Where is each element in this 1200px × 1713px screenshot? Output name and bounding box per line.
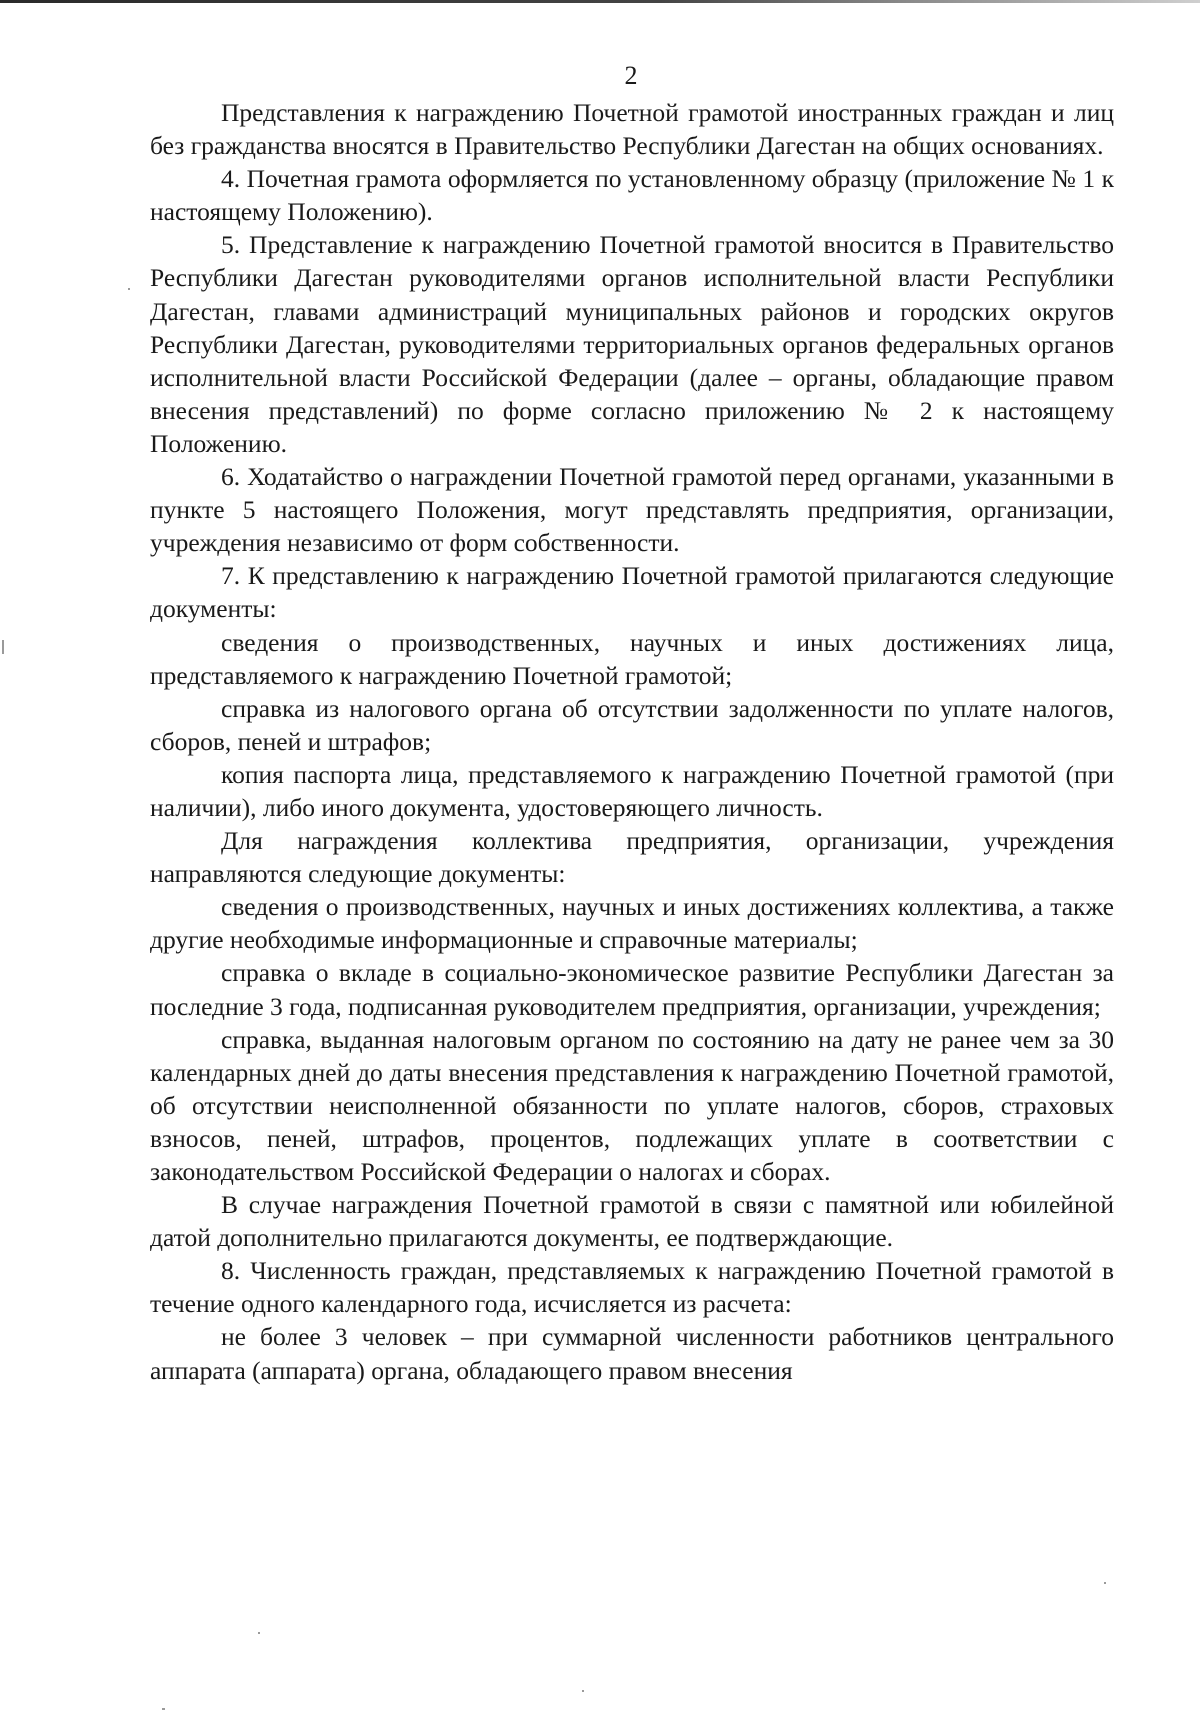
scan-speck: [1104, 1582, 1106, 1584]
paragraph-achievements-collective: сведения о производственных, научных и иных достижениях коллектива, а также другие необходимые информационные и справочные материалы;: [150, 892, 1114, 955]
scan-speck: [258, 1632, 260, 1634]
scan-speck: [128, 288, 130, 290]
paragraph-foreign-citizens: Представления к награждению Почетной грамотой иностранных граждан и лиц без гражданства вносятся в Правительство Республики Дагестан на общих основаниях.: [150, 98, 1114, 161]
paragraph-passport-copy: копия паспорта лица, представляемого к награждению Почетной грамотой (при наличии), либо иного документа, удостоверяющего личность.: [150, 759, 1114, 822]
paragraph-tax-certificate: справка из налогового органа об отсутствии задолженности по уплате налогов, сборов, пеней и штрафов;: [150, 693, 1114, 756]
paragraph-item-4: 4. Почетная грамота оформляется по установленному образцу (приложение № 1 к настоящему Положению).: [150, 164, 1114, 227]
paragraph-item-5: 5. Представление к награждению Почетной грамотой вносится в Правительство Республики Дагестан руководителями органов исполнительной власти Республики Дагестан, главами администраций муниципальных районов и городских округов Республики Дагестан, руководителями территориальных органов федеральных органов исполнительной власти Российской Федерации (далее – органы, обладающие правом внесения представлений) по форме согласно приложению № 2 к настоящему Положению.: [150, 230, 1114, 458]
page-number: 2: [624, 61, 638, 90]
paragraph-quota: не более 3 человек – при суммарной численности работников центрального аппарата (аппарата) органа, обладающего правом внесения: [150, 1322, 1114, 1385]
scan-speck: [2, 640, 4, 654]
paragraph-item-8: 8. Численность граждан, представляемых к награждению Почетной грамотой в течение одного календарного года, исчисляется из расчета:: [150, 1256, 1114, 1319]
paragraph-contribution-certificate: справка о вкладе в социально-экономическое развитие Республики Дагестан за последние 3 года, подписанная руководителем предприятия, организации, учреждения;: [150, 958, 1114, 1021]
paragraph-achievements-person: сведения о производственных, научных и иных достижениях лица, представляемого к награждению Почетной грамотой;: [150, 627, 1114, 690]
paragraph-item-6: 6. Ходатайство о награждении Почетной грамотой перед органами, указанными в пункте 5 настоящего Положения, могут представлять предприятия, организации, учреждения независимо от форм собственности.: [150, 462, 1114, 558]
scan-speck: [162, 1708, 165, 1710]
paragraph-anniversary: В случае награждения Почетной грамотой в связи с памятной или юбилейной датой дополнительно прилагаются документы, ее подтверждающие.: [150, 1190, 1114, 1253]
paragraph-collective-intro: Для награждения коллектива предприятия, организации, учреждения направляются следующие документы:: [150, 826, 1114, 889]
paragraph-tax-authority-certificate: справка, выданная налоговым органом по состоянию на дату не ранее чем за 30 календарных дней до даты внесения представления к награждению Почетной грамотой, об отсутствии неисполненной обязанности по уплате налогов, сборов, страховых взносов, пеней, штрафов, процентов, подлежащих уплате в соответствии с законодательством Российской Федерации о налогах и сборах.: [150, 1024, 1114, 1186]
document-body: [150, 96, 1114, 1387]
scan-speck: [582, 1690, 584, 1692]
scan-top-edge: [0, 0, 1200, 3]
paragraph-item-7: 7. К представлению к награждению Почетной грамотой прилагаются следующие документы:: [150, 561, 1114, 624]
